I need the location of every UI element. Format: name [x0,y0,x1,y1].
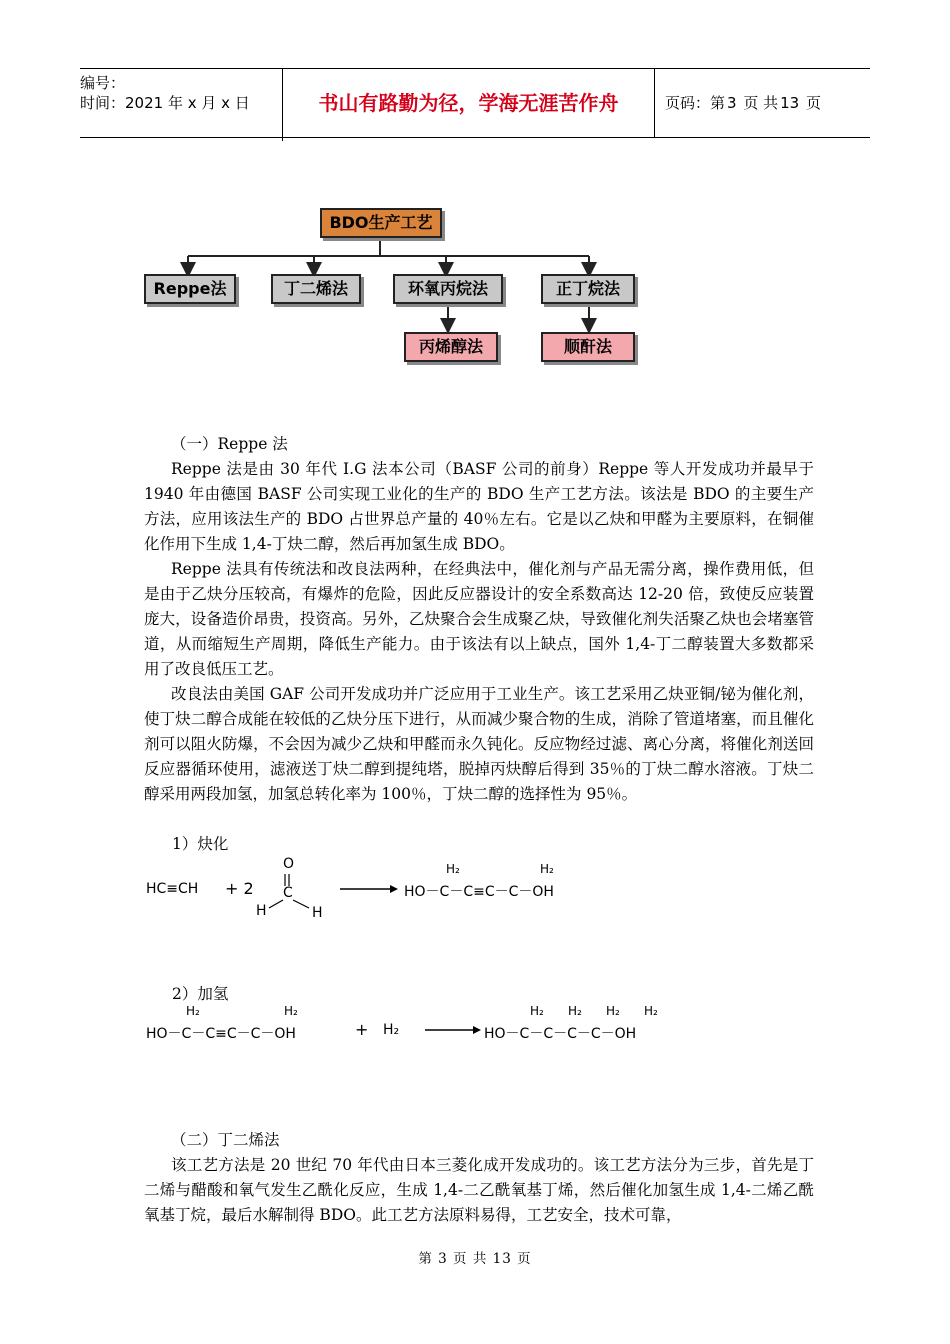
step-label: 2）加氢 [172,985,229,1003]
product-bdo: HO－C－C－C－C－OH [484,1026,637,1042]
formaldehyde-c: C [283,885,293,901]
reaction-arrow [425,1023,485,1037]
date-label: 时间：2021 年 x 月 x 日 [80,94,250,112]
section-2 [144,1128,814,1228]
paragraph: Reppe 法具有传统法和改良法两种，在经典法中，催化剂与产品无需分离，操作费用低，但是由于乙炔分压较高，有爆炸的危险，因此反应器设计的安全系数高达 12-20 倍，致使反应装置庞大，设备造价昂贵，投资高。另外，乙炔聚合会生成聚乙炔，导致催化剂失活聚乙炔也会堵塞管道，从而缩短生产周期，降低生产能力。由于该法有以上缺点，国外 1,4-丁二醇装置大多数都采用了改良低压工艺。 [144,560,814,678]
diagram-node-allyl-alcohol: 丙烯醇法 [404,332,498,362]
diagram-node-reppe: Reppe法 [144,274,236,304]
paragraph: 该工艺方法是 20 世纪 70 年代由日本三菱化成开发成功的。该工艺方法分为三步，首先是丁二烯与醋酸和氧气发生乙酰化反应，生成 1,4-二乙酰氧基丁烯，然后催化加氢生成 1,4-二烯乙酰氧基丁烷，最后水解制得 BDO。此工艺方法原料易得，工艺安全，技术可靠， [144,1156,814,1224]
plus-sign: + 2 [225,879,254,898]
header-motto: 书山有路勤为径，学海无涯苦作舟 [283,69,655,137]
formaldehyde-bonds [255,870,325,910]
section-1 [144,432,814,807]
page-footer: 第 3 页 共 13 页 [418,1251,532,1267]
paragraph: Reppe 法是由 30 年代 I.G 法本公司（BASF 公司的前身）Reppe 等人开发成功并最早于 1940 年由德国 BASF 公司实现工业化的生产的 BDO 生产工艺方法。该法是 BDO 的主要生产方法，应用该法生产的 BDO 占世界总产量的 40％左右。它是以乙炔和甲醛为主要原料，在铜催化作用下生成 1,4-丁炔二醇，然后再加氢生成 BDO。 [144,460,814,553]
hydrogen: H₂ [383,1022,400,1038]
plus-sign: + [355,1020,369,1039]
h2-label: H₂ [186,1004,200,1018]
diagram-node-n-butane: 正丁烷法 [541,274,635,304]
section-title: （一）Reppe 法 [171,435,288,453]
h2-label: H₂ [644,1004,658,1018]
formaldehyde-h: H [312,905,323,921]
formaldehyde-h: H [256,903,267,919]
reactant-butynediol: HO－C－C≡C－C－OH [146,1026,296,1042]
diagram-node-butadiene: 丁二烯法 [271,274,361,304]
header-page: 页码：第 3 页 共 13 页 [665,94,822,112]
formaldehyde-o: O [283,856,295,872]
reactant-acetylene: HC≡CH [146,881,199,897]
diagram-root: BDO生产工艺 [320,208,442,238]
h2-label: H₂ [284,1004,298,1018]
reaction-arrow [340,882,400,896]
h2-label: H₂ [530,1004,544,1018]
h2-label: H₂ [568,1004,582,1018]
h2-label: H₂ [606,1004,620,1018]
product-butynediol: HO－C－C≡C－C－OH [404,884,554,900]
section-title: （二）丁二烯法 [171,1131,280,1149]
paragraph: 改良法由美国 GAF 公司开发成功并广泛应用于工业生产。该工艺采用乙炔亚铜/铋为催化剂，使丁炔二醇合成能在较低的乙炔分压下进行，从而减少聚合物的生成，消除了管道堵塞，而且催化剂可以阻火防爆，不会因为减少乙炔和甲醛而永久钝化。反应物经过滤、离心分离，将催化剂送回反应器循环使用，滤液送丁炔二醇到提纯塔，脱掉丙炔醇后得到 35％的丁炔二醇水溶液。丁炔二醇采用两段加氢，加氢总转化率为 100％，丁炔二醇的选择性为 95％。 [144,685,814,803]
diagram-node-propylene-oxide: 环氧丙烷法 [393,274,503,304]
h2-label: H₂ [446,862,460,876]
h2-label: H₂ [540,862,554,876]
number-label: 编号： [80,74,126,92]
diagram-node-maleic-anhydride: 顺酐法 [541,332,635,362]
step-label: 1）炔化 [172,835,229,853]
